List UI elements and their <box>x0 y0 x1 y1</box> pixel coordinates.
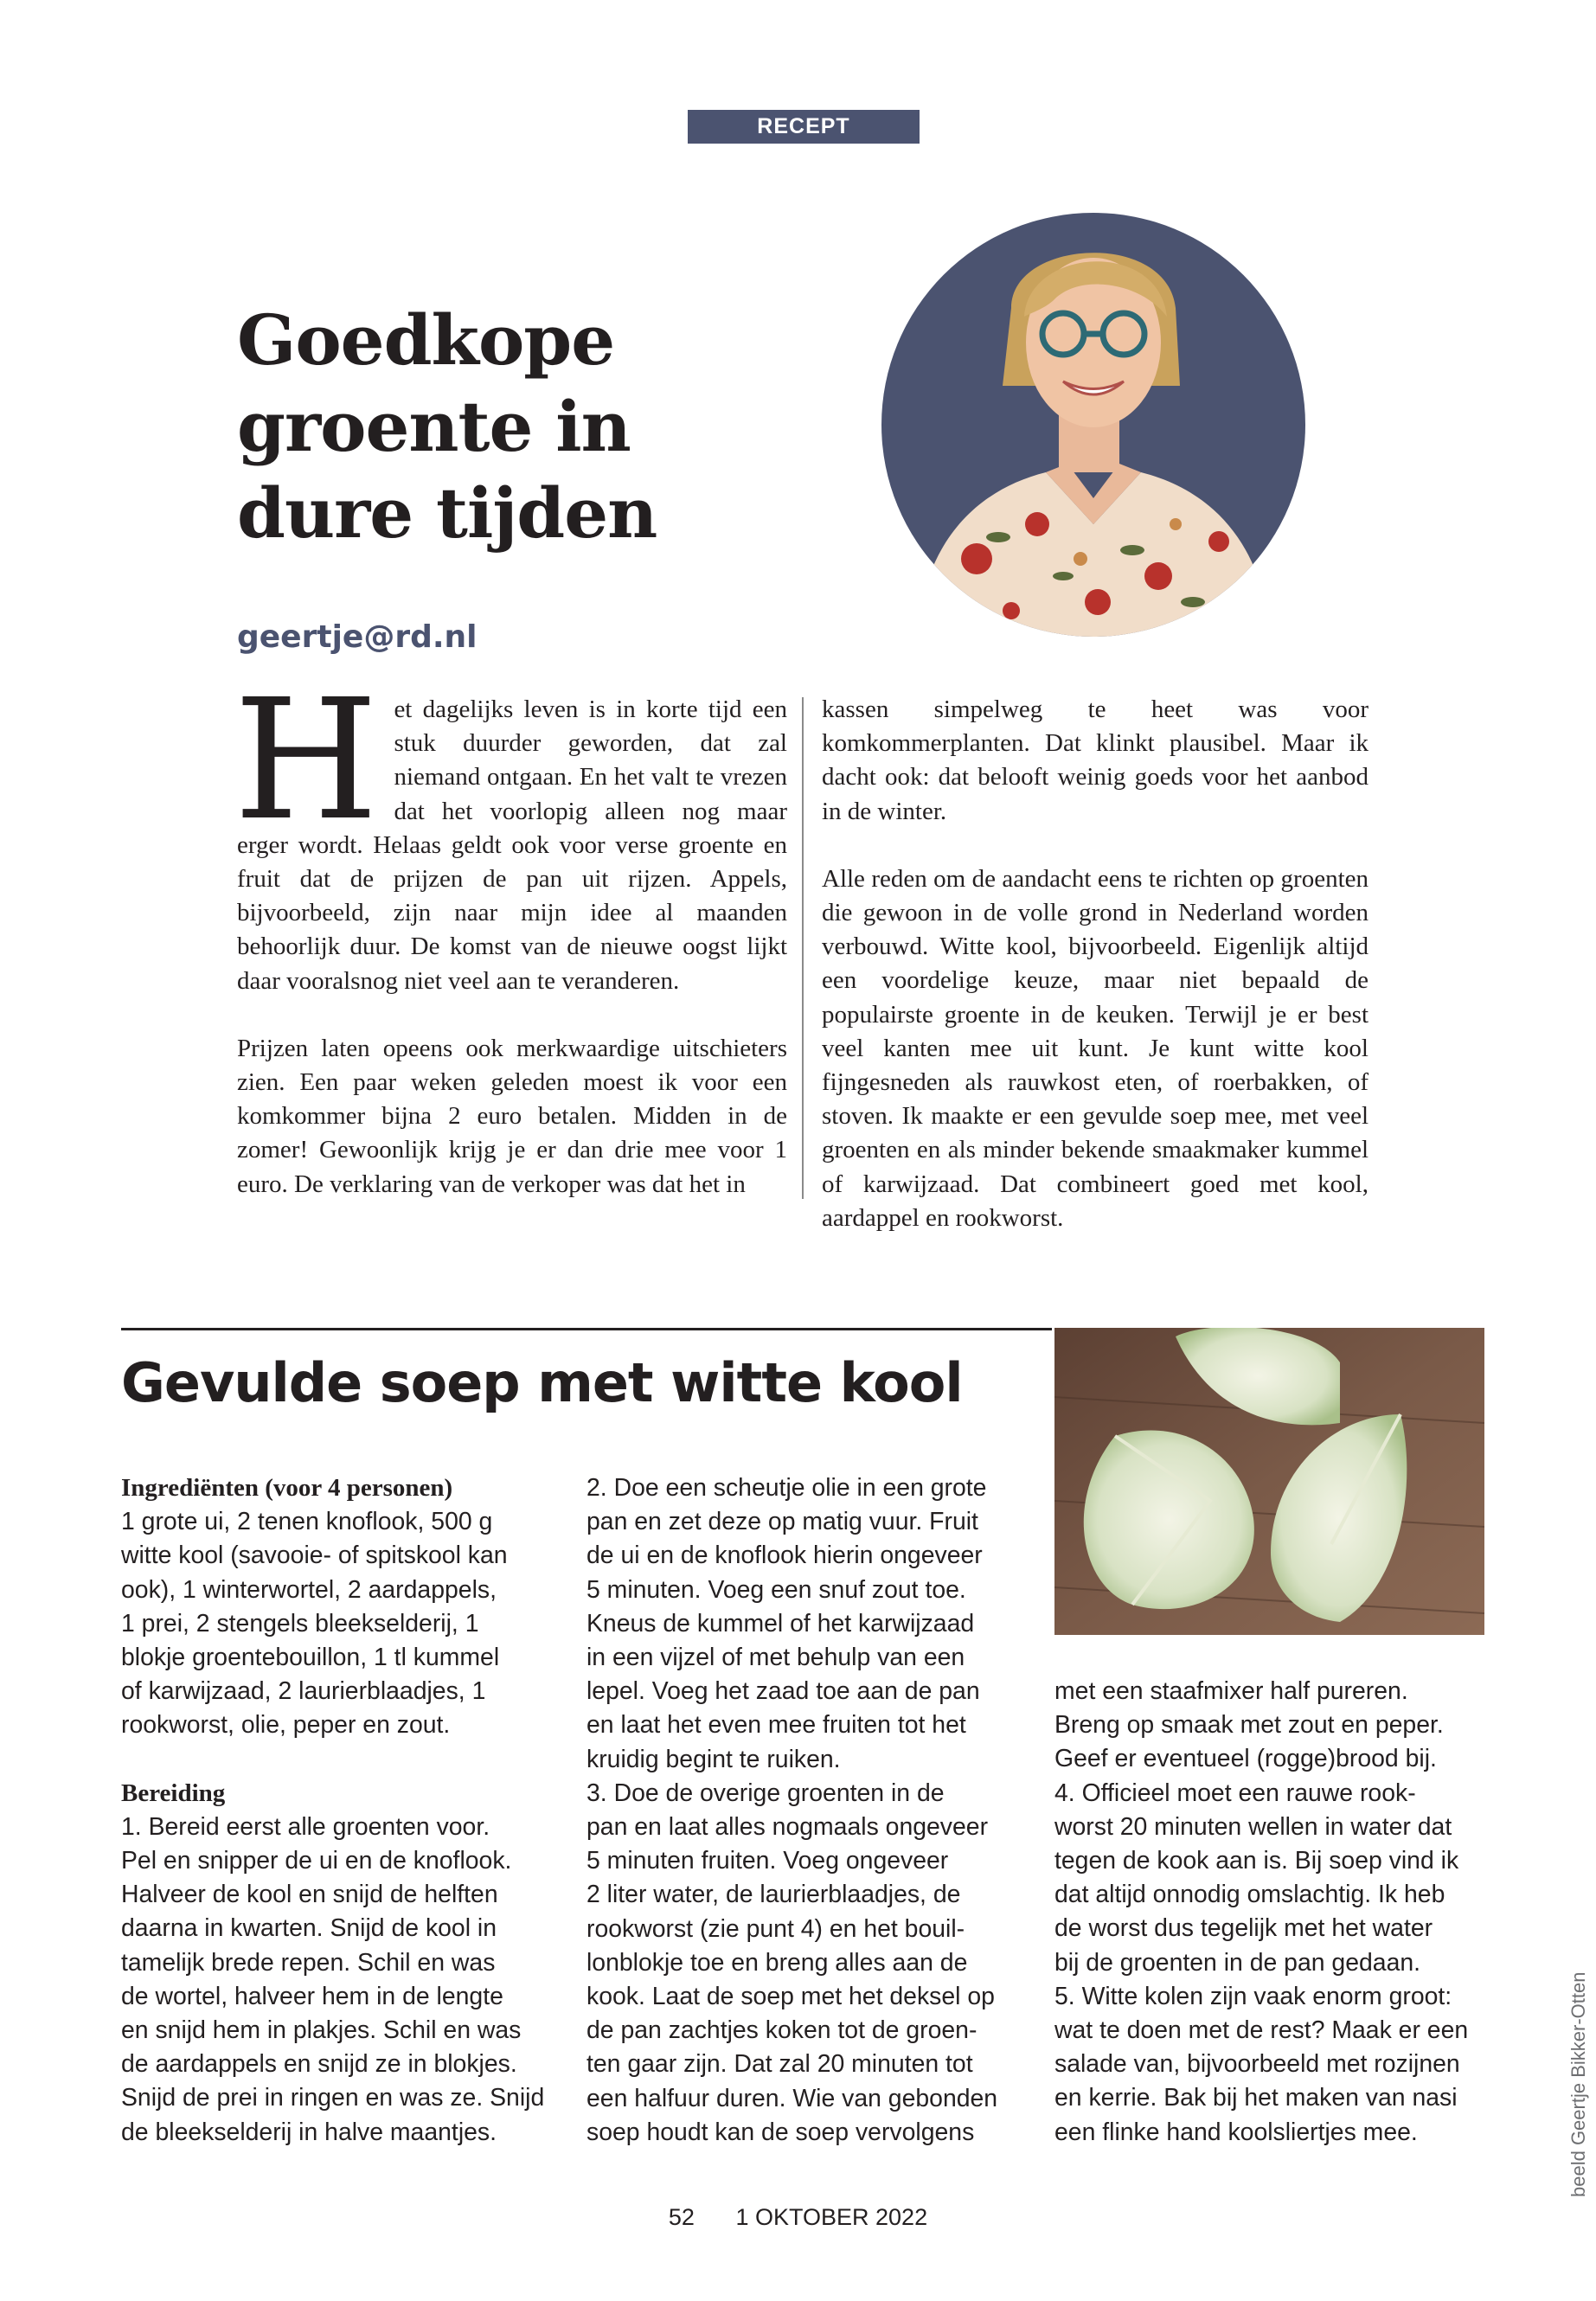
method-line: salade van, bijvoorbeeld met rozijnen <box>1054 2050 1460 2079</box>
method-line: ten gaar zijn. Dat zal 20 minuten tot <box>586 2050 973 2079</box>
drop-cap: H <box>234 664 379 857</box>
method-line: in een vijzel of met behulp van een <box>586 1644 965 1672</box>
method-line: de pan zachtjes koken tot de groen- <box>586 2016 977 2045</box>
section-rule <box>121 1328 1052 1330</box>
ingredients-line: witte kool (savooie- of spitskool kan <box>121 1541 508 1570</box>
method-line: bij de groenten in de pan gedaan. <box>1054 1948 1421 1977</box>
method-line: 3. Doe de overige groenten in de <box>586 1779 945 1807</box>
method-line: de wortel, halveer hem in de lengte <box>121 1982 503 2010</box>
method-line: Breng op smaak met zout en peper. <box>1054 1711 1444 1740</box>
method-line: lepel. Voeg het zaad toe aan de pan <box>586 1677 980 1706</box>
method-line: de bleekselderij in halve maantjes. <box>121 2118 497 2146</box>
ingredients-line: blokje groentebouillon, 1 tl kummel <box>121 1644 500 1672</box>
method-line: kook. Laat de soep met het deksel op <box>586 1983 995 2011</box>
article-paragraph: Alle reden om de aandacht eens te richten op groenten die gewoon in de volle grond in Nederland worden verbouwd. Witte kool, bijvoorbeeld. Eigenlijk altijd een voordelige keuze, maar niet bepaald de populairste groente in de keuken. Terwijl je er best veel kanten mee uit kunt. Je kunt witte kool fijngesneden als rauwkost eten, of roerbakken, of stoven. Ik maakte er een gevulde soep mee, met veel groenten en als minder bekende smaakmaker kummel of karwijzaad. Dat combineert goed met kool, aardappel en rookworst. <box>822 864 1368 1232</box>
method-line: Halveer de kool en snijd de helften <box>121 1881 498 1909</box>
ingredients-line: ook), 1 winterwortel, 2 aardappels, <box>121 1575 497 1604</box>
ingredients-line: 1 prei, 2 stengels bleekselderij, 1 <box>121 1609 479 1638</box>
cabbage-photo <box>1054 1328 1484 1635</box>
recipe-title: Gevulde soep met witte kool <box>121 1351 963 1414</box>
method-line: kruidig begint te ruiken. <box>586 1745 841 1773</box>
method-line: de aardappels en snijd ze in blokjes. <box>121 2050 517 2079</box>
author-email: geertje@rd.nl <box>237 619 478 655</box>
method-line: lonblokje toe en breng alles aan de <box>586 1948 968 1977</box>
method-line: soep houdt kan de soep vervolgens <box>586 2118 975 2146</box>
method-line: pan en laat alles nogmaals ongeveer <box>586 1813 989 1842</box>
method-line: Kneus de kummel of het karwijzaad <box>586 1609 975 1638</box>
author-portrait <box>881 213 1305 637</box>
ingredients-line: rookworst, olie, peper en zout. <box>121 1711 451 1740</box>
issue-date: 1 OKTOBER 2022 <box>735 2204 928 2230</box>
method-line: tamelijk brede repen. Schil en was <box>121 1948 496 1977</box>
method-line: de ui en de knoflook hierin ongeveer <box>586 1541 983 1570</box>
article-paragraph <box>234 664 787 998</box>
method-line: 4. Officieel moet een rauwe rook- <box>1054 1779 1416 1807</box>
article-paragraph: kassen simpelweg te heet was voor komkommerplanten. Dat klinkt plausibel. Maar ik dacht ook: dat belooft weinig goeds voor het aanbod in de winter. <box>822 695 1368 825</box>
section-label: RECEPT <box>688 110 920 144</box>
article-headline <box>237 297 687 556</box>
paragraph-text: et dagelijks leven is in korte tijd een stuk duurder geworden, dat zal niemand ontgaan. En het valt te vrezen dat het voorlopig alleen nog maar erger wordt. Helaas geldt ook voor verse groente en fruit dat de prijzen de pan uit rijzen. Appels, bijvoorbeeld, zijn naar mijn idee al maanden behoorlijk duur. De komst van de nieuwe oogst lijkt daar vooralsnog niet veel aan te veranderen. <box>237 695 787 995</box>
method-line: Pel en snipper de ui en de knoflook. <box>121 1847 512 1875</box>
method-line: 5 minuten fruiten. Voeg ongeveer <box>586 1847 949 1875</box>
method-line: de worst dus tegelijk met het water <box>1054 1914 1433 1943</box>
method-line: pan en zet deze op matig vuur. Fruit <box>586 1508 978 1536</box>
method-line: 2. Doe een scheutje olie in een grote <box>586 1474 987 1502</box>
recipe-column-1 <box>121 1471 554 2150</box>
page-footer <box>0 2204 1596 2231</box>
method-line: Snijd de prei in ringen en was ze. Snijd <box>121 2084 545 2112</box>
method-line: een flinke hand koolsliertjes mee. <box>1054 2118 1418 2146</box>
method-line: dat altijd onnodig omslachtig. Ik heb <box>1054 1881 1445 1909</box>
headline-line: dure tijden <box>237 472 657 554</box>
article-column-1 <box>234 664 787 1202</box>
method-line: tegen de kook aan is. Bij soep vind ik <box>1054 1847 1459 1875</box>
method-line: en kerrie. Bak bij het maken van nasi <box>1054 2084 1458 2112</box>
method-line: rookworst (zie punt 4) en het bouil- <box>586 1914 965 1943</box>
method-line: met een staafmixer half pureren. <box>1054 1677 1408 1705</box>
ingredients-heading: Ingrediënten (voor 4 personen) <box>121 1474 453 1502</box>
method-line: daarna in kwarten. Snijd de kool in <box>121 1914 497 1943</box>
ingredients-line: 1 grote ui, 2 tenen knoflook, 500 g <box>121 1508 493 1536</box>
method-line: en laat het even mee fruiten tot het <box>586 1711 966 1740</box>
page-number: 52 <box>668 2204 695 2230</box>
photo-credit: beeld Geertje Bikker-Otten <box>1567 1971 1589 2197</box>
method-line: een halfuur duren. Wie van gebonden <box>586 2084 998 2112</box>
column-divider <box>802 697 804 1199</box>
method-line: worst 20 minuten wellen in water dat <box>1054 1812 1452 1841</box>
method-line: 1. Bereid eerst alle groenten voor. <box>121 1812 490 1841</box>
method-line: en snijd hem in plakjes. Schil en was <box>121 2016 522 2045</box>
headline-line: groente in <box>237 386 631 467</box>
recipe-column-3 <box>1054 1675 1496 2150</box>
article-column-2 <box>822 693 1368 1235</box>
method-line: wat te doen met de rest? Maak er een <box>1054 2016 1469 2045</box>
ingredients-line: of karwijzaad, 2 laurierblaadjes, 1 <box>121 1677 486 1706</box>
method-line: Geef er eventueel (rogge)brood bij. <box>1054 1745 1437 1773</box>
method-line: 2 liter water, de laurierblaadjes, de <box>586 1881 961 1909</box>
method-heading: Bereiding <box>121 1779 226 1807</box>
headline-line: Goedkope <box>237 299 615 381</box>
article-paragraph: Prijzen laten opeens ook merkwaardige uitschieters zien. Een paar weken geleden moest ik voor een komkommer bijna 2 euro betalen. Midden in de zomer! Gewoonlijk krijg je er dan drie mee voor 1 euro. De verklaring van de verkoper was dat het in <box>237 1034 787 1198</box>
method-line: 5 minuten. Voeg een snuf zout toe. <box>586 1575 966 1604</box>
method-line: 5. Witte kolen zijn vaak enorm groot: <box>1054 1982 1452 2010</box>
recipe-column-2 <box>586 1471 1028 2150</box>
